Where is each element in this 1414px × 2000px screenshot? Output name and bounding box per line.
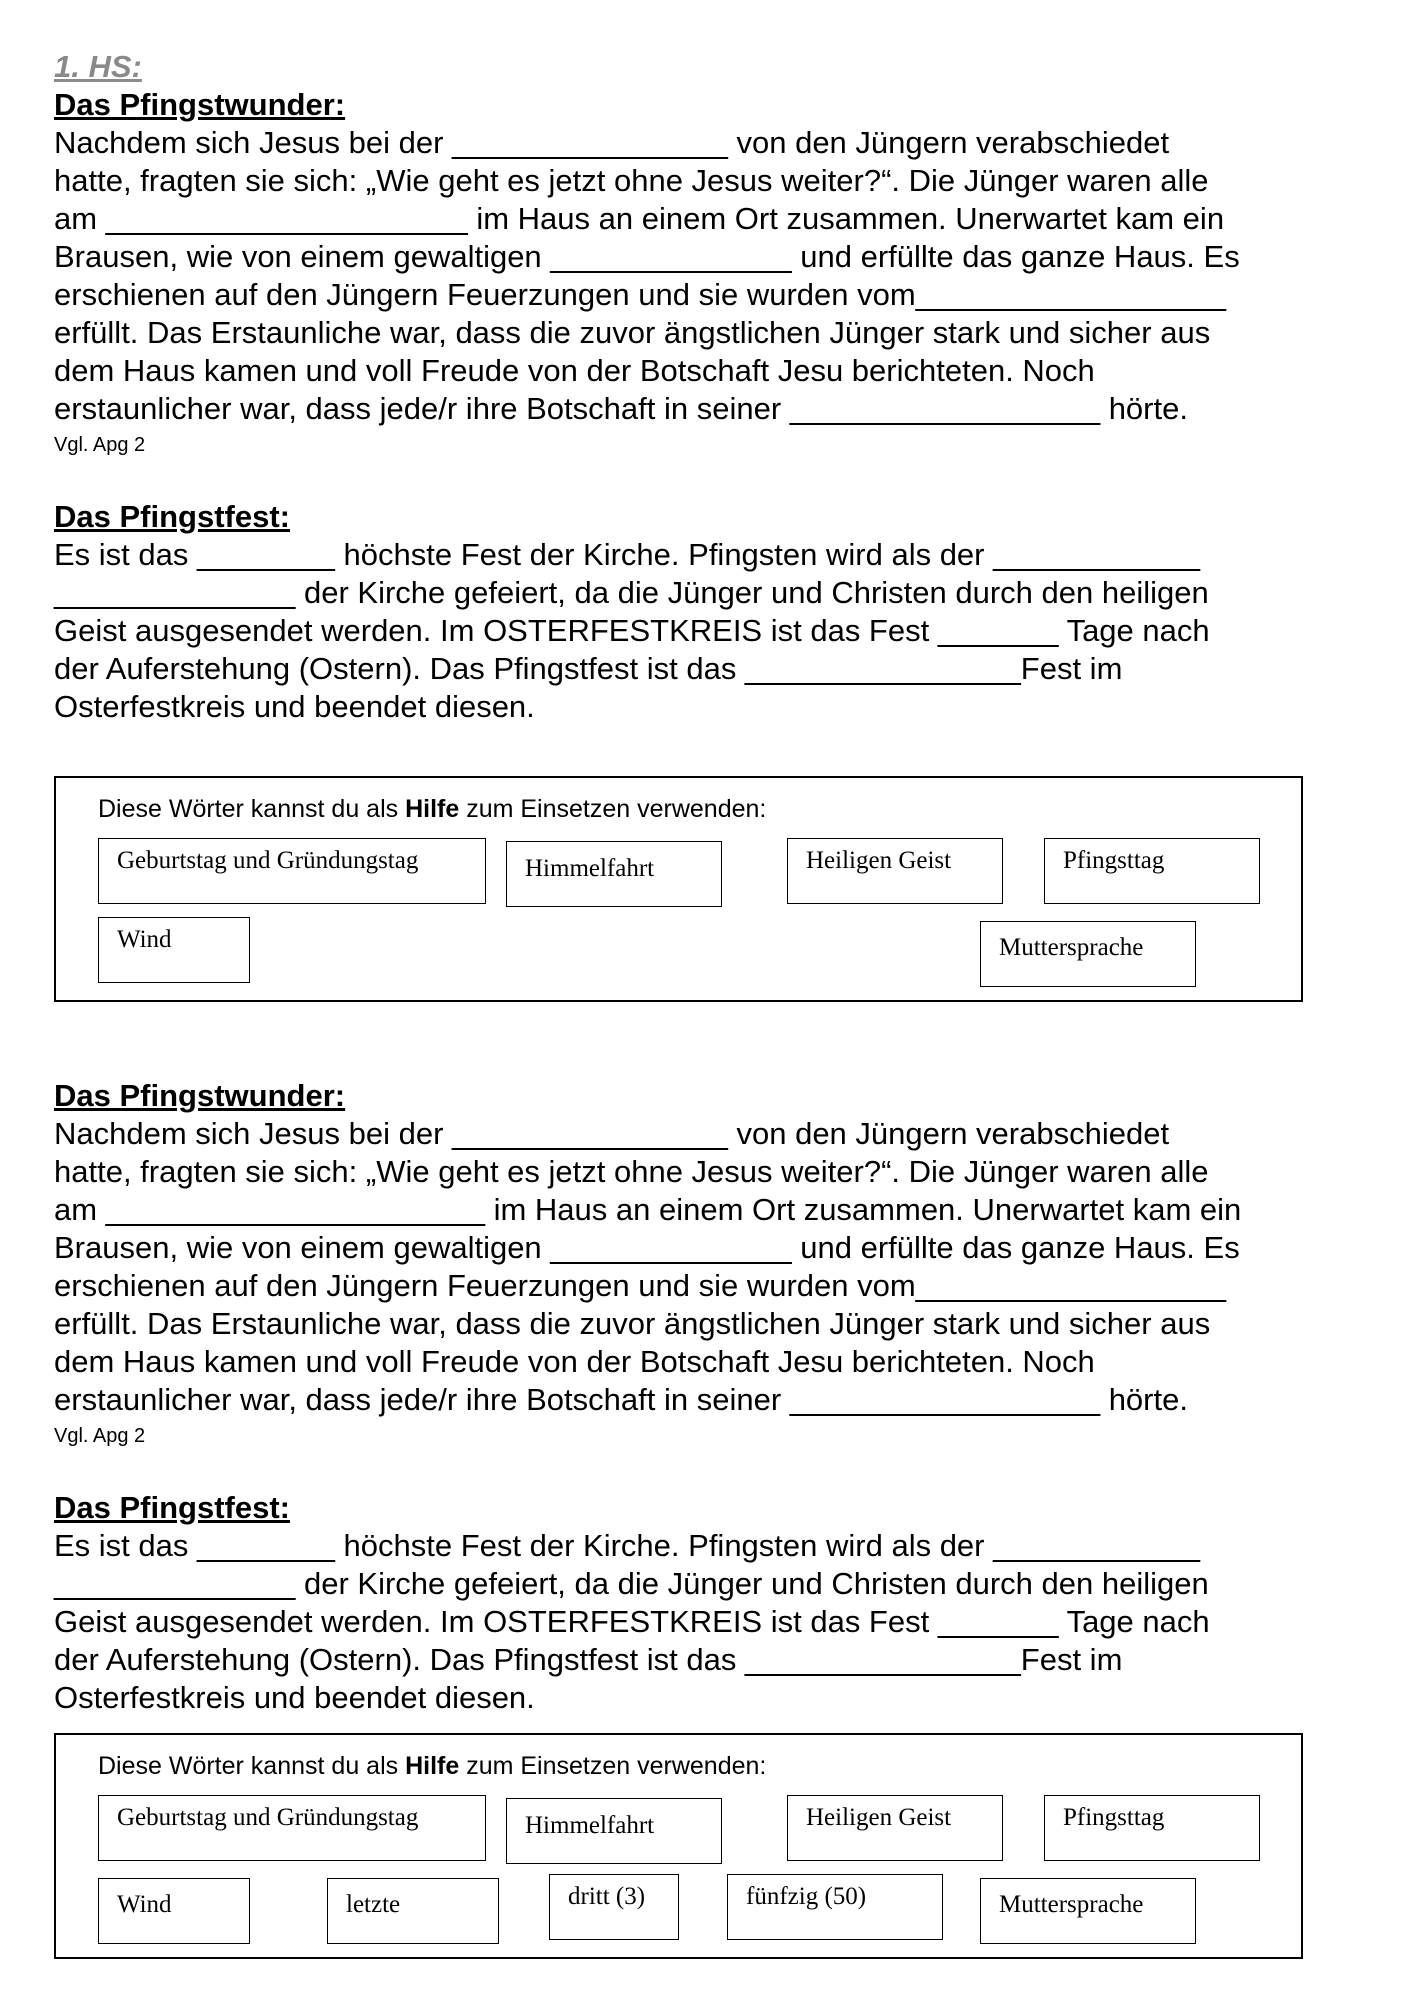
wunder-line: Brausen, wie von einem gewaltigen ______________ und erfüllte das ganze Haus. Es [54, 1230, 1240, 1265]
wunder-line: dem Haus kamen und voll Freude von der Botschaft Jesu berichteten. Noch [54, 353, 1095, 388]
wunder-line: erfüllt. Das Erstaunliche war, dass die zuvor ängstlichen Jünger stark und sicher aus [54, 1306, 1211, 1341]
bible-reference: Vgl. Apg 2 [54, 434, 146, 456]
wunder-line: Nachdem sich Jesus bei der ________________ von den Jüngern verabschiedet [54, 125, 1170, 160]
help-title-bold: Hilfe [405, 795, 460, 823]
word-card: dritt (3) [549, 1874, 679, 1940]
wunder-line: erfüllt. Das Erstaunliche war, dass die zuvor ängstlichen Jünger stark und sicher aus [54, 315, 1211, 350]
wunder-line: erschienen auf den Jüngern Feuerzungen und sie wurden vom__________________ [54, 277, 1227, 312]
word-card: Himmelfahrt [506, 841, 722, 907]
wunder-line: dem Haus kamen und voll Freude von der Botschaft Jesu berichteten. Noch [54, 1344, 1095, 1379]
fest-line: ______________ der Kirche gefeiert, da die Jünger und Christen durch den heiligen [54, 575, 1209, 610]
wunder-line: hatte, fragten sie sich: „Wie geht es jetzt ohne Jesus weiter?“. Die Jünger waren alle [54, 163, 1209, 198]
word-card: Heiligen Geist [787, 838, 1003, 904]
wunder-line: erstaunlicher war, dass jede/r ihre Botschaft in seiner __________________ hörte. [54, 391, 1188, 426]
help-title-suffix: zum Einsetzen verwenden: [459, 1752, 767, 1780]
hs-label: 1. HS: [54, 49, 142, 84]
word-card: letzte [327, 1878, 499, 1944]
word-card: Pfingsttag [1044, 1795, 1260, 1861]
help-title-prefix: Diese Wörter kannst du als [98, 1752, 406, 1780]
word-card: Geburtstag und Gründungstag [98, 1795, 486, 1861]
fest-line: Osterfestkreis und beendet diesen. [54, 1680, 535, 1715]
fest-heading: Das Pfingstfest: [54, 499, 290, 534]
word-card: Wind [98, 1878, 250, 1944]
wunder-heading: Das Pfingstwunder: [54, 1078, 346, 1113]
fest-line: Osterfestkreis und beendet diesen. [54, 689, 535, 724]
wunder-line: Brausen, wie von einem gewaltigen ______________ und erfüllte das ganze Haus. Es [54, 239, 1240, 274]
wunder-line: am ______________________ im Haus an einem Ort zusammen. Unerwartet kam ein [54, 1192, 1242, 1227]
word-card: Pfingsttag [1044, 838, 1260, 904]
wunder-line: erstaunlicher war, dass jede/r ihre Botschaft in seiner __________________ hörte. [54, 1382, 1188, 1417]
fest-line: ______________ der Kirche gefeiert, da die Jünger und Christen durch den heiligen [54, 1566, 1209, 1601]
help-box [54, 776, 1303, 1002]
fest-heading: Das Pfingstfest: [54, 1490, 290, 1525]
word-card: Muttersprache [980, 1878, 1196, 1944]
wunder-line: hatte, fragten sie sich: „Wie geht es jetzt ohne Jesus weiter?“. Die Jünger waren alle [54, 1154, 1209, 1189]
wunder-line: Nachdem sich Jesus bei der ________________ von den Jüngern verabschiedet [54, 1116, 1170, 1151]
wunder-heading: Das Pfingstwunder: [54, 87, 346, 122]
help-box [54, 1733, 1303, 1959]
bible-reference: Vgl. Apg 2 [54, 1425, 146, 1447]
help-title-bold: Hilfe [405, 1752, 460, 1780]
help-title [98, 794, 766, 824]
fest-line: Geist ausgesendet werden. Im OSTERFESTKREIS ist das Fest _______ Tage nach [54, 1604, 1210, 1639]
fest-line: der Auferstehung (Ostern). Das Pfingstfest ist das ________________Fest im [54, 1642, 1123, 1677]
help-title-prefix: Diese Wörter kannst du als [98, 795, 406, 823]
help-title-suffix: zum Einsetzen verwenden: [459, 795, 767, 823]
word-card: Wind [98, 917, 250, 983]
word-card: fünfzig (50) [727, 1874, 943, 1940]
word-card: Heiligen Geist [787, 1795, 1003, 1861]
word-card: Geburtstag und Gründungstag [98, 838, 486, 904]
fest-line: Geist ausgesendet werden. Im OSTERFESTKREIS ist das Fest _______ Tage nach [54, 613, 1210, 648]
word-card: Muttersprache [980, 921, 1196, 987]
help-title [98, 1751, 766, 1781]
fest-line: Es ist das ________ höchste Fest der Kirche. Pfingsten wird als der ____________ [54, 1528, 1201, 1563]
fest-line: der Auferstehung (Ostern). Das Pfingstfest ist das ________________Fest im [54, 651, 1123, 686]
wunder-line: erschienen auf den Jüngern Feuerzungen und sie wurden vom__________________ [54, 1268, 1227, 1303]
word-card: Himmelfahrt [506, 1798, 722, 1864]
fest-line: Es ist das ________ höchste Fest der Kirche. Pfingsten wird als der ____________ [54, 537, 1201, 572]
wunder-line: am _____________________ im Haus an einem Ort zusammen. Unerwartet kam ein [54, 201, 1225, 236]
